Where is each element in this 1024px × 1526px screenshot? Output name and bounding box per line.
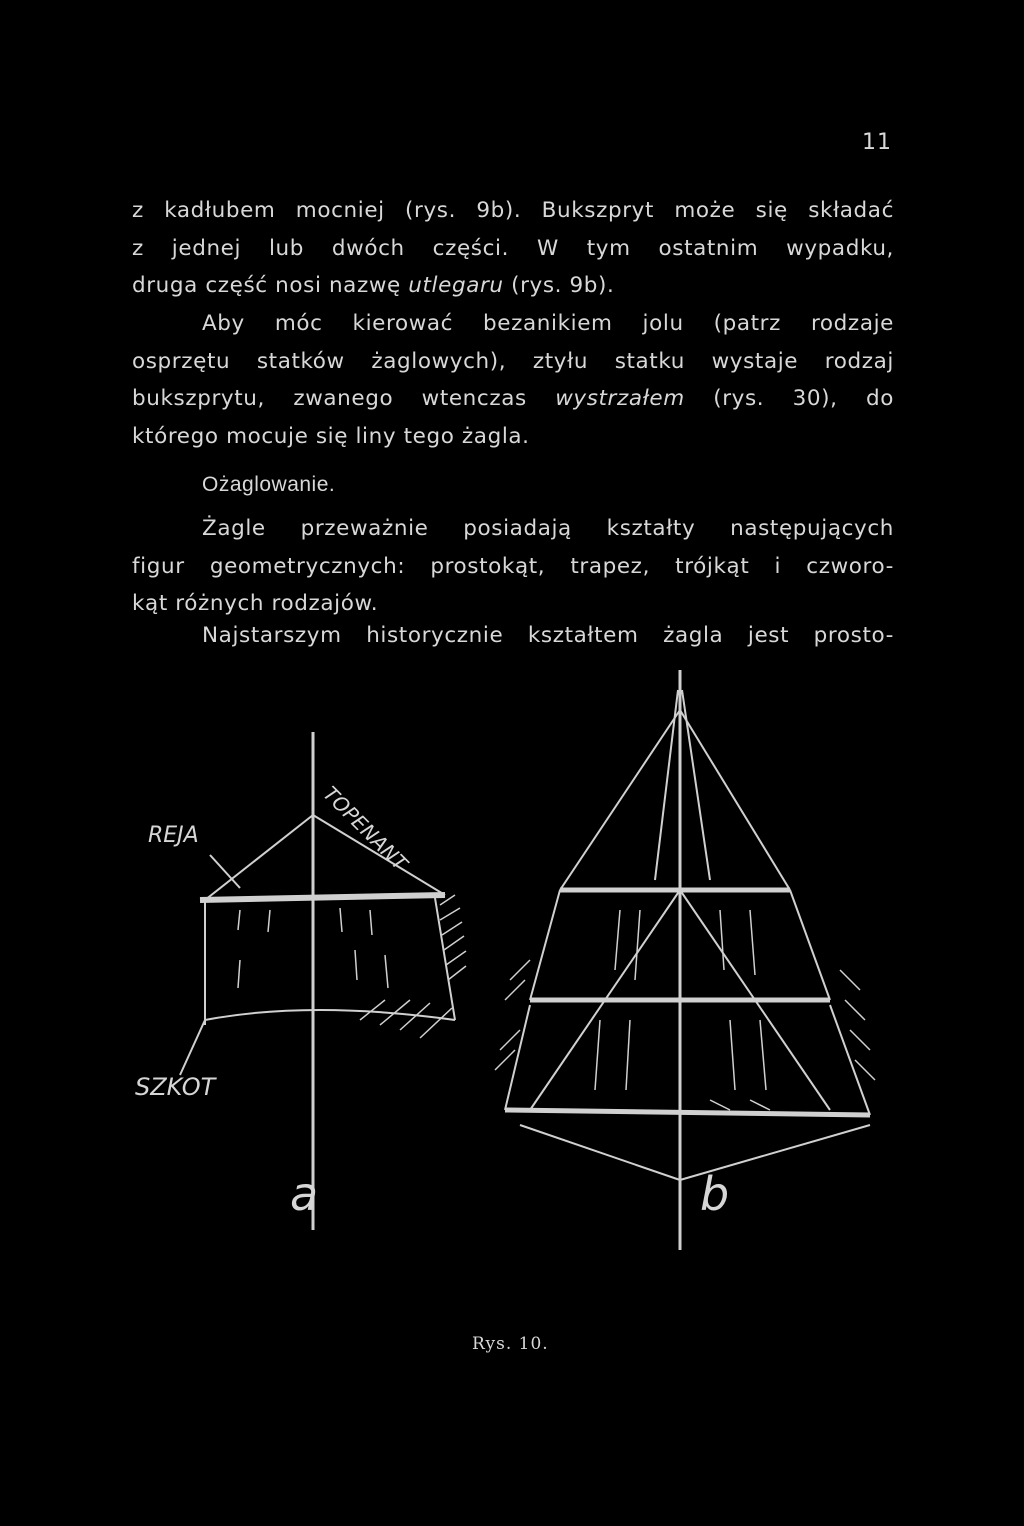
text-line <box>132 380 894 418</box>
section-heading: Ożaglowanie. <box>202 473 336 496</box>
text-line: osprzętu statków żaglowych), ztyłu statku wystaje rodzaj <box>132 348 894 374</box>
rigging-right <box>680 710 790 890</box>
label-topenant: TOPENANT <box>318 781 413 876</box>
term-utlegar: utlegaru <box>408 273 504 298</box>
paragraph-2 <box>132 305 894 455</box>
sail-a-hatching <box>360 895 466 1038</box>
label-reja: REJA <box>148 823 199 848</box>
label-szkot: SZKOT <box>135 1073 216 1101</box>
page-number: 11 <box>862 130 892 155</box>
label-a: a <box>290 1167 319 1221</box>
text-span: druga część nosi nazwę <box>132 273 409 298</box>
text-line <box>132 267 894 305</box>
text-span: (rys. 9b). <box>503 273 615 298</box>
yard-a <box>200 895 445 900</box>
text-span: bukszprytu, zwanego wtenczas <box>132 386 556 411</box>
paragraph-4 <box>132 617 894 655</box>
sail-diagram <box>110 670 890 1270</box>
text-span: (rys. 30), do <box>684 386 894 411</box>
text-line: Najstarszym historycznie kształtem żagla jest prosto- <box>202 623 894 648</box>
topenant-left <box>205 815 313 900</box>
text-line: z kadłubem mocniej (rys. 9b). Bukszpryt może się składać <box>132 198 894 223</box>
text-line: kąt różnych rodzajów. <box>132 591 379 616</box>
text-line: z jednej lub dwóch części. W tym ostatnim wypadku, <box>132 235 894 261</box>
label-b: b <box>700 1167 730 1221</box>
sail-b-lower <box>505 1005 870 1115</box>
bottom-stay-left <box>520 1125 680 1180</box>
term-wystrzal: wystrzałem <box>555 386 685 411</box>
rigging-left <box>560 710 680 890</box>
text-line: którego mocuje się liny tego żagla. <box>132 423 530 449</box>
sail-b-hatching <box>495 960 875 1110</box>
paragraph-3 <box>132 510 894 623</box>
text-line: Żagle przeważnie posiadają kształty następujących <box>202 516 894 541</box>
paragraph-1 <box>132 192 894 305</box>
lower-yard <box>505 1110 870 1115</box>
text-line: figur geometrycznych: prostokąt, trapez, trójkąt i czworo- <box>132 553 894 579</box>
text-line: Aby móc kierować bezanikiem jolu (patrz rodzaje <box>202 311 894 336</box>
figure-caption: Rys. 10. <box>472 1334 549 1354</box>
sheet-line <box>180 1020 205 1075</box>
